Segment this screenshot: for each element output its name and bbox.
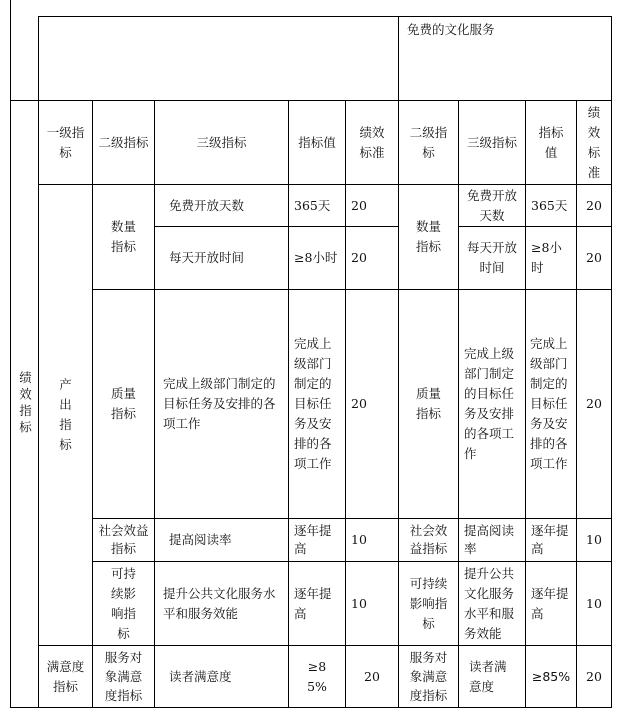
open-days-name-right: 免费开放天数 xyxy=(467,187,518,223)
social-category: 社会效益指标 xyxy=(98,523,149,556)
open-days-value-right: 365天 xyxy=(531,197,568,213)
satisfaction-label: 满意度指标 xyxy=(46,658,85,694)
social-category-right: 社会效益指标 xyxy=(409,523,448,556)
open-hours-value: ≥8小时 xyxy=(294,250,338,265)
social-name-right: 提高阅读率 xyxy=(464,523,515,556)
row-header xyxy=(11,101,38,707)
sustainable-category-right: 可持续影响指标 xyxy=(409,575,448,631)
satisfaction-category-right: 服务对象满意度指标 xyxy=(409,650,448,703)
sustainable-category: 可持续影响指标 xyxy=(110,565,136,641)
satisfaction-category: 服务对象满意度指标 xyxy=(104,650,143,703)
social-standard-right: 10 xyxy=(586,532,602,547)
satisfaction-standard: 20 xyxy=(364,668,380,684)
satisfaction-value: ≥85% xyxy=(307,658,327,694)
sustainable-value-right: 逐年提高 xyxy=(531,585,569,621)
output-label: 产出指标 xyxy=(59,377,72,452)
row-header-label: 绩效指标 xyxy=(17,371,33,437)
satisfaction-name: 读者满意度 xyxy=(169,668,232,684)
quality-name: 完成上级部门制定的目标任务及安排的各项工作 xyxy=(163,376,276,431)
header-level3-right: 三级指标 xyxy=(466,134,517,150)
header-standard: 绩效标准 xyxy=(359,124,385,160)
quality-standard-right: 20 xyxy=(586,396,602,411)
quality-category: 质量指标 xyxy=(110,386,136,421)
sustainable-standard: 10 xyxy=(351,595,367,611)
rule xyxy=(10,707,612,708)
open-hours-name-right: 每天开放时间 xyxy=(467,240,518,275)
open-hours-standard: 20 xyxy=(351,250,367,265)
open-hours-name: 每天开放时间 xyxy=(169,250,245,265)
sustainable-value: 逐年提高 xyxy=(294,585,332,621)
open-days-name: 免费开放天数 xyxy=(169,197,245,213)
quantity-category-right: 数量指标 xyxy=(415,219,441,254)
open-days-standard-right: 20 xyxy=(586,197,602,213)
satisfaction-value-right: ≥85% xyxy=(531,668,571,684)
quality-name-right: 完成上级部门制定的目标任务及安排的各项工作 xyxy=(464,346,515,461)
quality-category-right: 质量指标 xyxy=(415,386,441,421)
social-standard: 10 xyxy=(351,532,367,547)
social-name: 提高阅读率 xyxy=(169,532,232,547)
header-level3: 三级指标 xyxy=(196,134,247,150)
open-days-standard: 20 xyxy=(351,197,367,213)
sustainable-name-right: 提升公共文化服务水平和服务效能 xyxy=(464,565,515,641)
header-standard-right: 绩效标准 xyxy=(587,104,601,180)
header-value: 指标值 xyxy=(298,134,336,150)
header-level2: 二级指标 xyxy=(98,134,149,150)
open-hours-standard-right: 20 xyxy=(586,250,602,265)
quality-value: 完成上级部门制定的目标任务及安排的各项工作 xyxy=(294,336,332,471)
quality-standard: 20 xyxy=(351,396,367,411)
social-value-right: 逐年提高 xyxy=(531,523,569,556)
quality-value-right: 完成上级部门制定的目标任务及安排的各项工作 xyxy=(530,336,568,471)
rule xyxy=(611,16,612,708)
right-title: 免费的文化服务 xyxy=(407,22,495,37)
header-value-right: 指标值 xyxy=(538,124,564,160)
social-value: 逐年提高 xyxy=(294,523,332,556)
header-level2-right: 二级指标 xyxy=(409,124,448,160)
sustainable-standard-right: 10 xyxy=(586,595,602,611)
satisfaction-name-right: 读者满意度 xyxy=(469,658,507,694)
open-hours-value-right: ≥8小时 xyxy=(531,240,562,275)
satisfaction-standard-right: 20 xyxy=(586,668,602,684)
sustainable-name: 提升公共文化服务水平和服务效能 xyxy=(163,585,276,621)
open-days-value: 365天 xyxy=(294,197,331,213)
header-level1: 一级指标 xyxy=(46,124,85,160)
quantity-category: 数量指标 xyxy=(110,219,136,254)
